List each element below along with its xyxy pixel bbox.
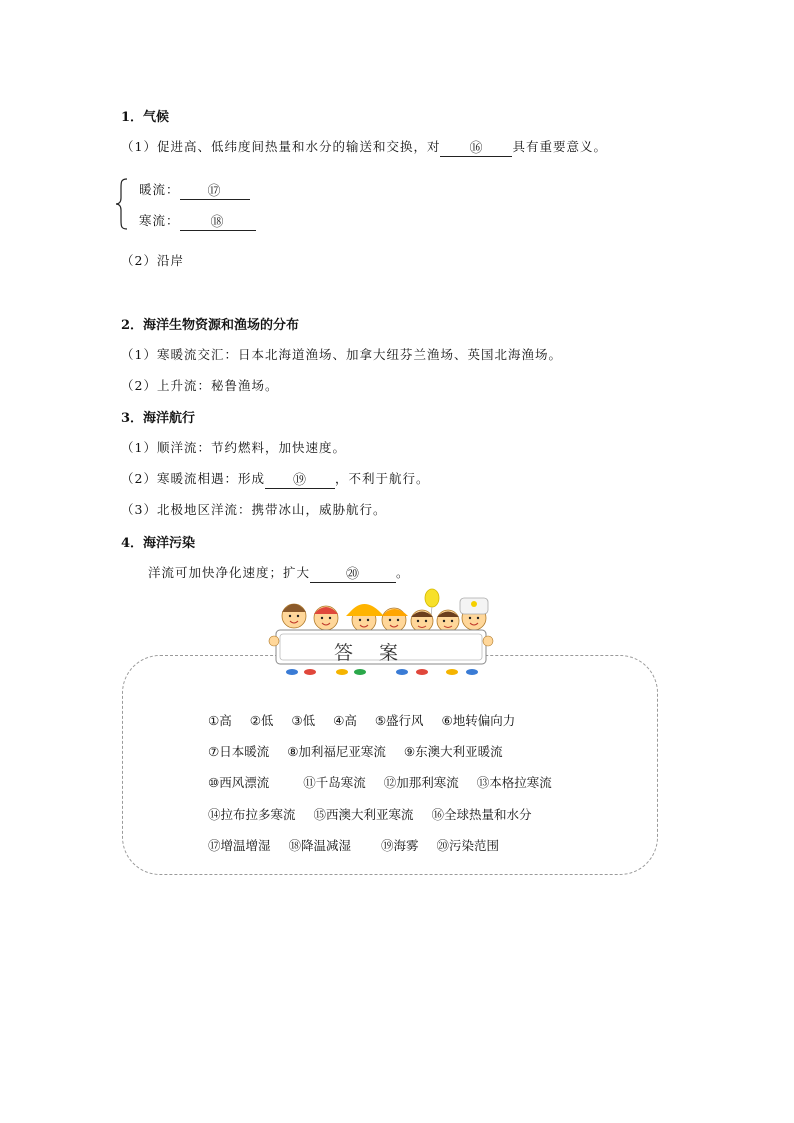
curly-brace-icon	[115, 178, 129, 230]
answer-item: ②低	[249, 713, 274, 728]
answer-item: ⑮西澳大利亚寒流	[313, 807, 414, 822]
answer-item: ⑪千岛寒流	[303, 775, 366, 790]
blank-16[interactable]	[440, 141, 512, 157]
answer-item: ⑫加那利寒流	[383, 775, 459, 790]
section-4-heading: 4．海洋污染	[121, 536, 196, 551]
answer-item: ⑥地转偏向力	[441, 713, 516, 728]
answer-item: ⑰增温增湿	[208, 838, 271, 853]
section-1-line-1	[121, 137, 607, 156]
blank-17-number: ⑰	[207, 184, 222, 199]
answer-item: ⑩西风漂流	[208, 775, 270, 790]
blank-17[interactable]	[180, 184, 250, 200]
section-1-line-1-suffix: 具有重要意义。	[512, 139, 607, 154]
answer-item: ⑯全球热量和水分	[431, 807, 532, 822]
section-2-heading: 2．海洋生物资源和渔场的分布	[121, 318, 300, 333]
blank-20[interactable]	[310, 567, 396, 583]
answer-item: ③低	[291, 713, 316, 728]
section-3-line-2-prefix: （2）寒暖流相遇：形成	[121, 471, 265, 486]
answer-banner-title: 答案	[333, 642, 424, 664]
cold-current-line	[139, 211, 256, 230]
answer-item: ⑳污染范围	[436, 838, 500, 853]
answer-item: ⑱降温减湿	[288, 838, 352, 853]
cold-current-label: 寒流：	[139, 213, 180, 228]
section-1-line-1-prefix: （1）促进高、低纬度间热量和水分的输送和交换，对	[121, 139, 441, 154]
blank-18[interactable]	[180, 215, 256, 231]
answer-row-5	[208, 836, 513, 854]
blank-16-number: ⑯	[469, 141, 484, 156]
answer-item: ⑭拉布拉多寒流	[208, 807, 296, 822]
answer-item: ⑦日本暖流	[208, 744, 270, 759]
section-4-line-1	[148, 563, 410, 582]
section-2-line-1: （1）寒暖流交汇：日本北海道渔场、加拿大纽芬兰渔场、英国北海渔场。	[121, 347, 562, 362]
answer-banner	[262, 586, 496, 678]
answer-row-1	[208, 711, 529, 729]
section-3-line-1: （1）顺洋流：节约燃料，加快速度。	[121, 440, 346, 455]
section-1-heading: 1．气候	[121, 110, 170, 125]
answer-item: ⑧加利福尼亚寒流	[287, 744, 386, 759]
answer-row-3	[208, 773, 566, 791]
blank-20-number: ⑳	[346, 567, 361, 582]
answer-item: ⑬本格拉寒流	[476, 775, 552, 790]
section-3-line-3: （3）北极地区洋流：携带冰山，威胁航行。	[121, 502, 387, 517]
answer-item: ⑨东澳大利亚暖流	[403, 744, 503, 759]
section-3-line-2-suffix: ，不利于航行。	[334, 471, 430, 486]
blank-19[interactable]	[265, 473, 335, 489]
answer-item: ④高	[333, 713, 357, 728]
section-4-line-1-prefix: 洋流可加快净化速度；扩大	[148, 565, 311, 580]
section-4-line-1-suffix: 。	[396, 565, 410, 580]
section-1-line-2: （2）沿岸	[121, 253, 184, 268]
answer-item: ⑲海雾	[381, 838, 419, 853]
section-3-heading: 3．海洋航行	[121, 411, 196, 426]
answer-item: ①高	[208, 713, 232, 728]
warm-current-label: 暖流：	[139, 182, 180, 197]
answer-row-4	[208, 805, 546, 823]
blank-18-number: ⑱	[210, 215, 225, 230]
answer-row-2	[208, 742, 517, 760]
section-3-line-2	[121, 469, 429, 488]
section-2-line-2: （2）上升流：秘鲁渔场。	[121, 378, 279, 393]
answer-item: ⑤盛行风	[374, 713, 424, 728]
warm-current-line	[139, 180, 250, 199]
blank-19-number: ⑲	[292, 473, 307, 488]
